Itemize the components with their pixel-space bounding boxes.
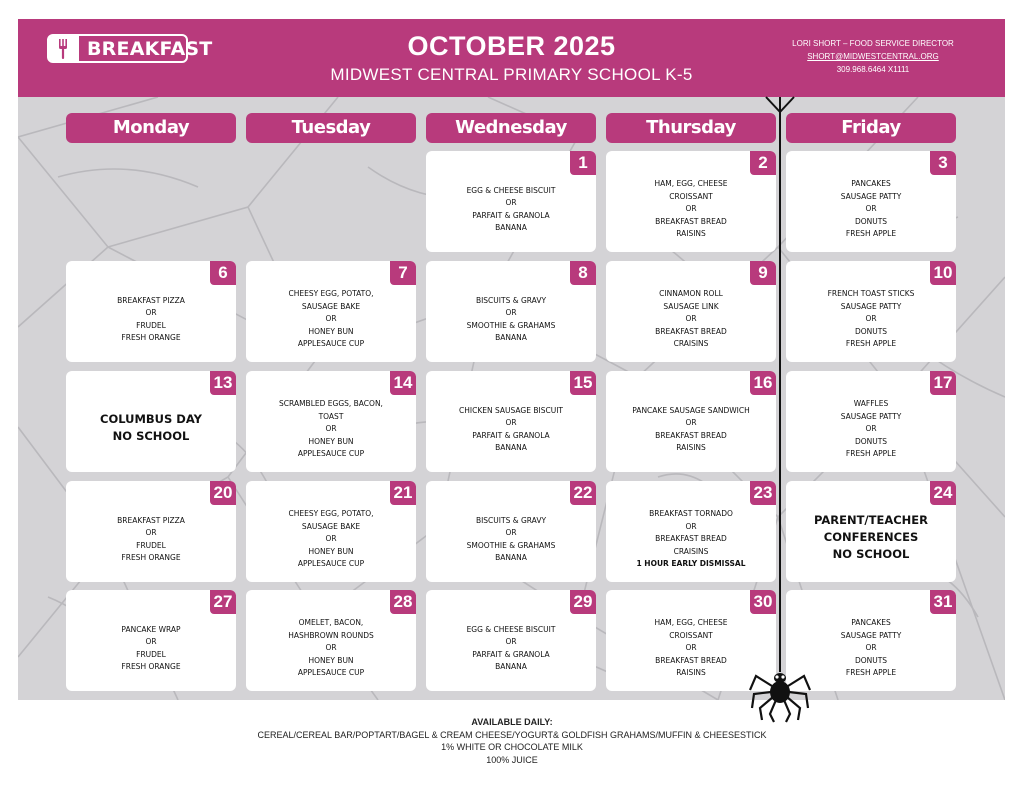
menu-line: CHICKEN SAUSAGE BISCUIT	[459, 405, 563, 415]
menu-line: HAM, EGG, CHEESE	[654, 179, 728, 189]
day-number: 30	[750, 590, 776, 614]
day-number: 1	[570, 151, 596, 175]
day-number: 21	[390, 481, 416, 505]
menu-line: CRAISINS	[673, 339, 709, 349]
director-name: LORI SHORT – FOOD SERVICE DIRECTOR	[792, 39, 954, 48]
day-number: 27	[210, 590, 236, 614]
menu-line: NO SCHOOL	[832, 547, 910, 561]
day-cell	[66, 590, 236, 691]
day-number: 31	[930, 590, 956, 614]
menu-line: SAUSAGE PATTY	[840, 301, 902, 311]
menu-line: RAISINS	[676, 229, 706, 239]
menu-line: FRESH ORANGE	[121, 333, 181, 342]
day-header-wednesday: Wednesday	[426, 113, 596, 143]
day-cell	[606, 590, 776, 691]
day-cell	[786, 151, 956, 252]
menu-line: CRAISINS	[673, 546, 709, 556]
menu-line: OR	[145, 637, 157, 646]
menu-line: PANCAKES	[851, 618, 891, 628]
menu-line: BREAKFAST PIZZA	[117, 515, 185, 525]
menu-line: HONEY BUN	[308, 655, 354, 665]
menu-line: FRUDEL	[136, 320, 166, 330]
day-cell	[426, 481, 596, 582]
menu-line: SCRAMBLED EGGS, BACON,	[279, 399, 383, 409]
menu-line: APPLESAUCE CUP	[297, 449, 365, 459]
day-cell	[246, 481, 416, 582]
menu-line: HONEY BUN	[308, 326, 354, 336]
day-number: 17	[930, 371, 956, 395]
menu-line: TOAST	[318, 411, 344, 421]
menu-line: FRESH APPLE	[845, 229, 897, 239]
menu-line: OMELET, BACON,	[298, 618, 364, 628]
menu-items	[254, 612, 408, 685]
menu-line: FRESH APPLE	[845, 339, 897, 349]
menu-line: FRESH ORANGE	[121, 662, 181, 671]
day-cell	[426, 151, 596, 252]
day-number: 6	[210, 261, 236, 285]
menu-line: RAISINS	[676, 668, 706, 678]
menu-items	[614, 503, 768, 576]
menu-line: BREAKFAST BREAD	[655, 655, 727, 665]
menu-line: BREAKFAST BREAD	[655, 216, 727, 226]
menu-line: CHEESY EGG, POTATO,	[288, 509, 374, 519]
day-cell	[606, 481, 776, 582]
menu-line: OR	[865, 314, 877, 324]
menu-line: BANANA	[495, 553, 527, 562]
day-number: 29	[570, 590, 596, 614]
menu-line: BISCUITS & GRAVY	[475, 295, 547, 305]
menu-items	[614, 283, 768, 356]
menu-line: PARFAIT & GRANOLA	[472, 210, 550, 220]
menu-line: FRESH APPLE	[845, 449, 897, 459]
menu-line: OR	[685, 643, 697, 653]
day-cell	[426, 590, 596, 691]
menu-line: FRENCH TOAST STICKS	[827, 289, 915, 299]
menu-line: EGG & CHEESE BISCUIT	[466, 624, 556, 634]
menu-line: FRESH APPLE	[845, 668, 897, 678]
day-cell	[66, 481, 236, 582]
day-cell	[66, 371, 236, 472]
menu-line: HAM, EGG, CHEESE	[654, 618, 728, 628]
menu-line: SMOOTHIE & GRAHAMS	[466, 320, 556, 330]
day-cell	[426, 371, 596, 472]
menu-items	[434, 612, 588, 685]
menu-line: SAUSAGE PATTY	[840, 630, 902, 640]
day-number: 10	[930, 261, 956, 285]
menu-line: OR	[685, 521, 697, 531]
day-header-friday: Friday	[786, 113, 956, 143]
menu-line: APPLESAUCE CUP	[297, 339, 365, 349]
menu-line: OR	[685, 204, 697, 214]
menu-items	[614, 173, 768, 246]
menu-line: CROISSANT	[669, 191, 713, 201]
day-number: 13	[210, 371, 236, 395]
page-title: OCTOBER 2025	[407, 31, 616, 61]
menu-items	[794, 612, 948, 685]
menu-line: OR	[325, 314, 337, 324]
daily-line-3: 100% JUICE	[486, 754, 538, 765]
menu-line: PARENT/TEACHER	[813, 513, 929, 527]
day-header-thursday: Thursday	[606, 113, 776, 143]
daily-heading: AVAILABLE DAILY:	[471, 717, 553, 727]
menu-line: SAUSAGE BAKE	[301, 301, 361, 311]
day-cell	[606, 371, 776, 472]
menu-line: DONUTS	[854, 436, 888, 446]
menu-items	[254, 503, 408, 576]
closure-notice	[794, 499, 948, 576]
menu-line: FRUDEL	[136, 540, 166, 550]
menu-line: APPLESAUCE CUP	[297, 559, 365, 569]
menu-items	[74, 503, 228, 576]
menu-line: FRESH ORANGE	[121, 553, 181, 562]
menu-line: HONEY BUN	[308, 546, 354, 556]
day-cell	[246, 261, 416, 362]
menu-line: OR	[325, 534, 337, 544]
early-dismissal-note: 1 HOUR EARLY DISMISSAL	[636, 559, 746, 569]
menu-line: BREAKFAST BREAD	[655, 534, 727, 544]
menu-line: SAUSAGE PATTY	[840, 411, 902, 421]
menu-items	[74, 612, 228, 685]
day-cell	[606, 151, 776, 252]
day-number: 7	[390, 261, 416, 285]
day-number: 20	[210, 481, 236, 505]
menu-items	[254, 283, 408, 356]
daily-offerings	[0, 716, 1024, 766]
menu-line: CINNAMON ROLL	[659, 289, 723, 299]
menu-line: EGG & CHEESE BISCUIT	[466, 185, 556, 195]
daily-line-2: 1% WHITE OR CHOCOLATE MILK	[441, 742, 583, 752]
menu-line: BREAKFAST TORNADO	[649, 509, 733, 519]
menu-line: PANCAKE WRAP	[121, 624, 181, 634]
day-cell	[606, 261, 776, 362]
menu-line: HASHBROWN ROUNDS	[288, 630, 374, 640]
day-number: 3	[930, 151, 956, 175]
menu-line: BANANA	[495, 223, 527, 232]
menu-line: BANANA	[495, 662, 527, 671]
menu-items	[434, 393, 588, 466]
header-banner	[18, 19, 1005, 97]
menu-line: BREAKFAST PIZZA	[117, 295, 185, 305]
menu-line: SAUSAGE PATTY	[840, 191, 902, 201]
day-number: 2	[750, 151, 776, 175]
menu-line: PARFAIT & GRANOLA	[472, 430, 550, 440]
menu-line: NO SCHOOL	[112, 428, 190, 443]
menu-line: OR	[865, 643, 877, 653]
day-number: 14	[390, 371, 416, 395]
day-cell	[66, 261, 236, 362]
page-subtitle: MIDWEST CENTRAL PRIMARY SCHOOL K-5	[330, 65, 693, 84]
menu-items	[254, 393, 408, 466]
menu-line: SAUSAGE BAKE	[301, 521, 361, 531]
menu-items	[74, 283, 228, 356]
day-cell	[246, 371, 416, 472]
menu-line: OR	[505, 637, 517, 646]
menu-items	[434, 283, 588, 356]
closure-notice	[74, 389, 228, 466]
day-number: 23	[750, 481, 776, 505]
menu-line: WAFFLES	[853, 399, 889, 409]
badge-label: BREAKFAST	[87, 38, 213, 60]
menu-items	[434, 503, 588, 576]
menu-items	[434, 173, 588, 246]
menu-line: RAISINS	[676, 443, 706, 452]
day-number: 15	[570, 371, 596, 395]
day-number: 16	[750, 371, 776, 395]
menu-line: DONUTS	[854, 655, 888, 665]
menu-line: DONUTS	[854, 216, 888, 226]
menu-line: CHEESY EGG, POTATO,	[288, 289, 374, 299]
menu-line: OR	[325, 643, 337, 653]
menu-items	[794, 393, 948, 466]
day-number: 8	[570, 261, 596, 285]
menu-items	[794, 173, 948, 246]
day-header-monday: Monday	[66, 113, 236, 143]
menu-line: DONUTS	[854, 326, 888, 336]
day-number: 22	[570, 481, 596, 505]
menu-line: BREAKFAST BREAD	[655, 326, 727, 336]
menu-line: HONEY BUN	[308, 436, 354, 446]
menu-line: BREAKFAST BREAD	[655, 430, 727, 440]
director-phone: 309.968.6464 X1111	[836, 65, 910, 74]
menu-line: PARFAIT & GRANOLA	[472, 649, 550, 659]
menu-line: OR	[505, 198, 517, 207]
menu-line: BANANA	[495, 443, 527, 452]
day-cell	[786, 590, 956, 691]
day-cell	[786, 481, 956, 582]
menu-line: COLUMBUS DAY	[100, 411, 202, 426]
menu-line: BANANA	[495, 333, 527, 342]
menu-line: CONFERENCES	[823, 530, 919, 544]
day-cell	[786, 371, 956, 472]
day-cell	[426, 261, 596, 362]
director-contact	[758, 37, 988, 76]
day-header-tuesday: Tuesday	[246, 113, 416, 143]
menu-line: OR	[865, 204, 877, 214]
day-number: 28	[390, 590, 416, 614]
menu-line: CROISSANT	[669, 630, 713, 640]
menu-line: OR	[145, 308, 157, 317]
menu-line: OR	[505, 418, 517, 427]
menu-line: OR	[505, 308, 517, 317]
menu-line: SAUSAGE LINK	[663, 301, 719, 311]
menu-items	[794, 283, 948, 356]
director-email-link[interactable]: SHORT@MIDWESTCENTRAL.ORG	[807, 52, 939, 61]
menu-line: PANCAKE SAUSAGE SANDWICH	[632, 405, 750, 415]
menu-line: SMOOTHIE & GRAHAMS	[466, 540, 556, 550]
menu-line: OR	[865, 424, 877, 434]
menu-line: PANCAKES	[851, 179, 891, 189]
menu-line: BISCUITS & GRAVY	[475, 515, 547, 525]
menu-items	[614, 393, 768, 466]
menu-line: APPLESAUCE CUP	[297, 668, 365, 678]
menu-line: OR	[685, 314, 697, 324]
menu-line: OR	[685, 418, 697, 427]
day-cell	[246, 590, 416, 691]
day-cell	[786, 261, 956, 362]
menu-items	[614, 612, 768, 685]
menu-line: FRUDEL	[136, 649, 166, 659]
menu-line: OR	[145, 528, 157, 537]
day-number: 24	[930, 481, 956, 505]
daily-line-1: CEREAL/CEREAL BAR/POPTART/BAGEL & CREAM CHEESE/YOGURT& GOLDFISH GRAHAMS/MUFFIN & CHEESESTICK	[257, 729, 767, 740]
menu-line: OR	[325, 424, 337, 434]
menu-line: OR	[505, 528, 517, 537]
day-number: 9	[750, 261, 776, 285]
